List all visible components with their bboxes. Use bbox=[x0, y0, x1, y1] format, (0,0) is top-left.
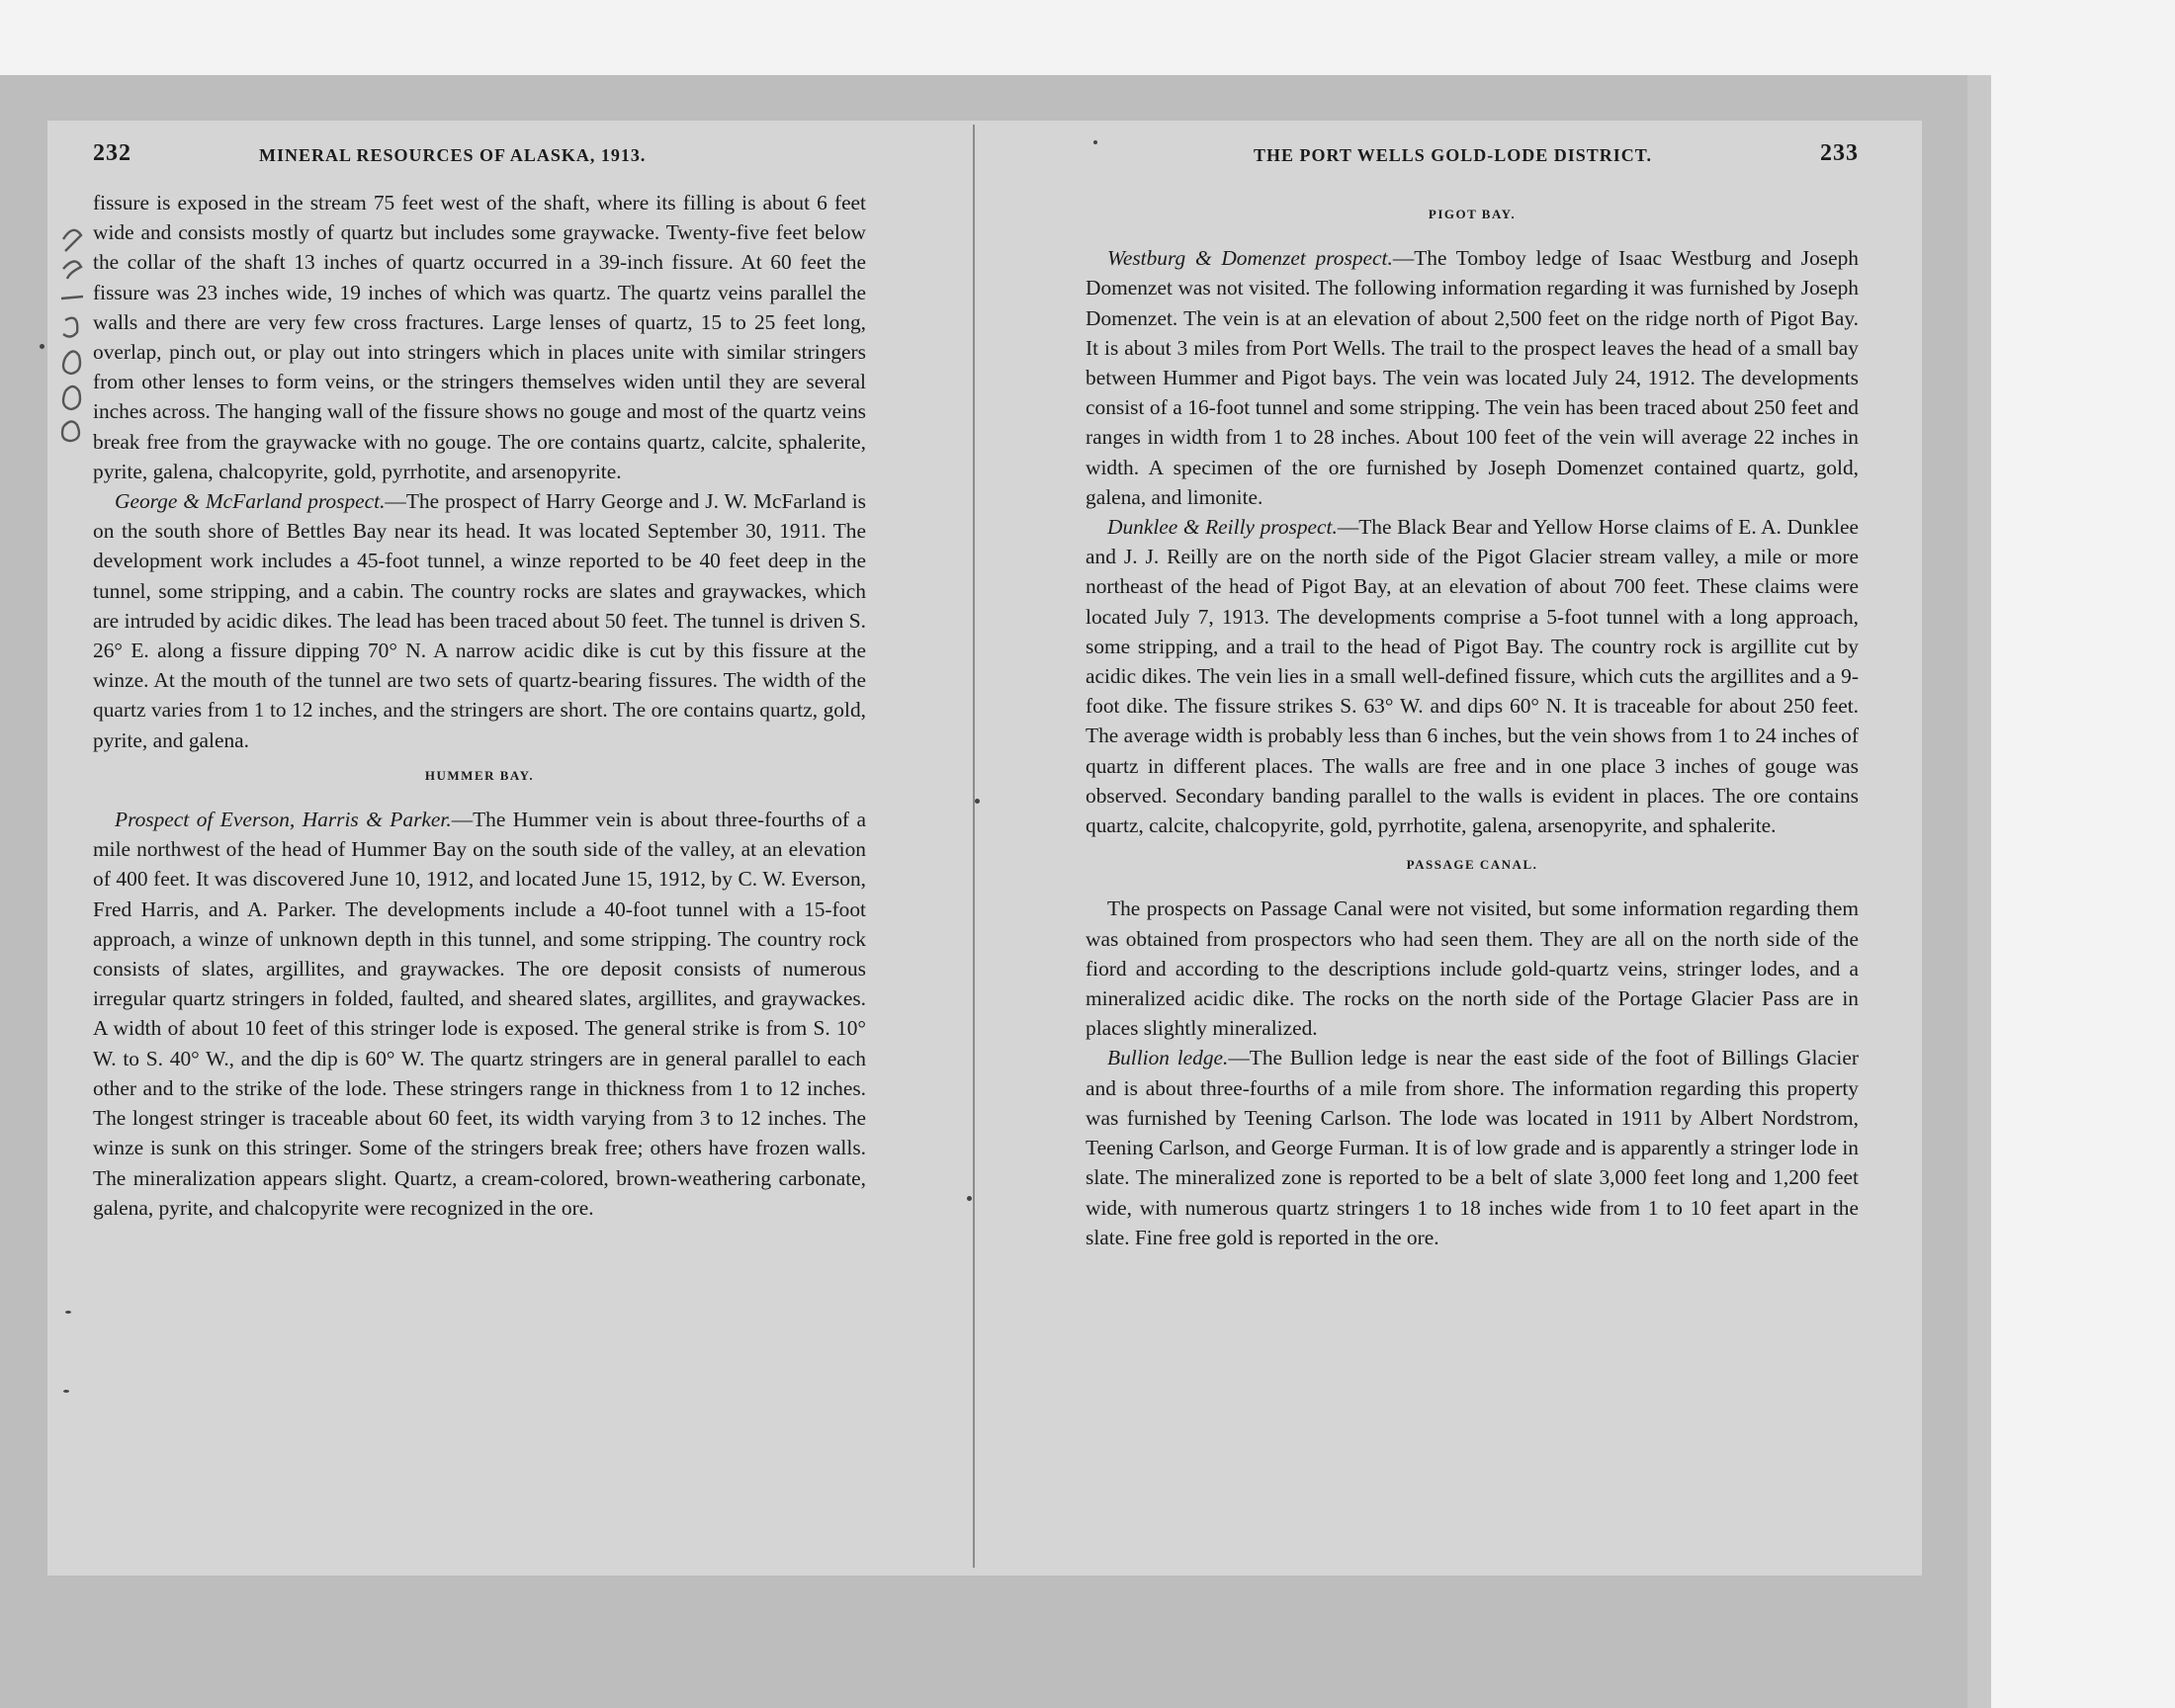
right-page-number: 233 bbox=[1820, 140, 1859, 166]
paragraph-text: The prospects on Passage Canal were not visited, but some information regarding them was obtained from prospectors who had seen them. They are all on the north side of the fiord and according to the descriptions include gold-quartz veins, stringer lodes, and a mineralized acidic dike. The rocks on the north side of the Portage Glacier Pass are in places slightly mineralized. bbox=[1086, 897, 1859, 1041]
paragraph bbox=[1086, 512, 1859, 840]
paragraph-lead: Westburg & Domenzet prospect. bbox=[1107, 246, 1393, 271]
paragraph-lead: Dunklee & Reilly prospect. bbox=[1107, 515, 1338, 540]
right-running-head bbox=[1086, 140, 1859, 176]
right-page-body bbox=[1086, 194, 1859, 1252]
paragraph bbox=[1086, 894, 1859, 1043]
paragraph-text: —The Black Bear and Yellow Horse claims of E. A. Dunklee and J. J. Reilly are on the north side of the Pigot Glacier stream valley, a mile or more northeast of the head of Pigot Bay, at an elevation of about 700 feet. These claims were located July 7, 1913. The developments comprise a 5-foot tunnel with a long approach, some stripping, and a trail to the head of Pigot Bay. The country rock is argillite cut by acidic dikes. The vein lies in a small well-defined fissure, which cuts the argillites and a 9-foot dike. The fissure strikes S. 63° W. and dips 60° N. It is traceable for about 250 feet. The average width is probably less than 6 inches, but the vein shows from 1 to 24 inches of quartz in different places. The walls are free and in one place 3 inches of gouge was observed. Secondary banding parallel to the walls is evident in places. The ore contains quartz, calcite, chalcopyrite, gold, pyrrhotite, galena, arsenopyrite, and sphalerite. bbox=[1086, 515, 1859, 838]
scan-edge bbox=[1967, 75, 1991, 1708]
paragraph bbox=[1086, 243, 1859, 512]
left-page-body bbox=[93, 188, 866, 1223]
scan-speck bbox=[65, 1311, 71, 1314]
paragraph-text: —The Bullion ledge is near the east side of the foot of Billings Glacier and is about three-fourths of a mile from shore. The information regarding this property was furnished by Teening Carlson. The lode was located in 1911 by Albert Nordstrom, Teening Carlson, and George Furman. It is of low grade and is apparently a stringer lode in slate. The mineralized zone is reported to be a belt of slate 3,000 feet long and 1,200 feet wide, with numerous quartz stringers 1 to 18 inches wide from 1 to 10 feet apart in the slate. Fine free gold is reported in the ore. bbox=[1086, 1046, 1859, 1249]
left-running-head bbox=[93, 140, 866, 176]
scan-speck bbox=[975, 799, 980, 804]
scan-speck bbox=[967, 1196, 972, 1201]
paragraph-lead: Prospect of Everson, Harris & Parker. bbox=[115, 808, 452, 832]
paragraph-text: fissure is exposed in the stream 75 feet west of the shaft, where its filling is about 6 feet wide and consists mostly of quartz but includes some graywacke. Twenty-five feet below the collar of the shaft 13 inches of quartz occurred in a 39-inch fissure. At 60 feet the fissure was 23 inches wide, 19 inches of which was quartz. The quartz veins parallel the walls and there are very few cross fractures. Large lenses of quartz, 15 to 25 feet long, overlap, pinch out, or play out into stringers which in places unite with similar stringers from other lenses to form veins, or the stringers themselves widen until they are several inches across. The hanging wall of the fissure shows no gouge and most of the quartz veins break free from the graywacke with no gouge. The ore contains quartz, calcite, sphalerite, pyrite, galena, chalcopyrite, gold, pyrrhotite, and arsenopyrite. bbox=[93, 191, 866, 483]
left-page-number: 232 bbox=[93, 140, 131, 166]
paragraph bbox=[93, 805, 866, 1223]
paragraph bbox=[93, 188, 866, 486]
paragraph-lead: George & McFarland prospect. bbox=[115, 489, 386, 514]
right-running-title: THE PORT WELLS GOLD-LODE DISTRICT. bbox=[1254, 145, 1652, 165]
scan-speck bbox=[63, 1390, 69, 1393]
paragraph-text: —The Tomboy ledge of Isaac Westburg and Joseph Domenzet was not visited. The following information regarding it was furnished by Joseph Domenzet. The vein is at an elevation of about 2,500 feet on the ridge north of Pigot Bay. It is about 3 miles from Port Wells. The trail to the prospect leaves the head of a small bay between Hummer and Pigot bays. The vein was located July 24, 1912. The developments consist of a 16-foot tunnel and some stripping. The vein has been traced about 250 feet and ranges in width from 1 to 28 inches. About 100 feet of the vein will average 22 inches in width. A specimen of the ore furnished by Joseph Domenzet contained quartz, gold, galena, and limonite. bbox=[1086, 246, 1859, 509]
pencil-marks-icon bbox=[55, 217, 89, 445]
paragraph-lead: Bullion ledge. bbox=[1107, 1046, 1229, 1070]
section-heading-passage-canal: PASSAGE CANAL. bbox=[1406, 857, 1538, 873]
left-running-title: MINERAL RESOURCES OF ALASKA, 1913. bbox=[259, 145, 647, 165]
scan-speck bbox=[40, 344, 44, 349]
section-heading-pigot-bay: PIGOT BAY. bbox=[1428, 207, 1517, 221]
book-gutter bbox=[973, 125, 975, 1568]
paragraph bbox=[1086, 1043, 1859, 1251]
paragraph-text: —The prospect of Harry George and J. W. McFarland is on the south shore of Bettles Bay near its head. It was located September 30, 1911. The development work includes a 45-foot tunnel, a winze reported to be 40 feet deep in the tunnel, some stripping, and a cabin. The country rocks are slates and graywackes, which are intruded by acidic dikes. The lead has been traced about 50 feet. The tunnel is driven S. 26° E. along a fissure dipping 70° N. A narrow acidic dike is cut by this fissure at the winze. At the mouth of the tunnel are two sets of quartz-bearing fissures. The width of the quartz varies from 1 to 12 inches, and the stringers are short. The ore contains quartz, gold, pyrite, and galena. bbox=[93, 489, 866, 752]
section-heading-hummer-bay: HUMMER BAY. bbox=[424, 767, 535, 783]
paragraph-text: —The Hummer vein is about three-fourths of a mile northwest of the head of Hummer Bay on the south side of the valley, at an elevation of 400 feet. It was discovered June 10, 1912, and located June 15, 1912, by C. W. Everson, Fred Harris, and A. Parker. The developments include a 40-foot tunnel with a 15-foot approach, a winze of unknown depth in this tunnel, and some stripping. The country rock consists of slates, argillites, and graywackes. The ore deposit consists of numerous irregular quartz stringers in folded, faulted, and sheared slates, argillites, and graywackes. A width of about 10 feet of this stringer lode is exposed. The general strike is from S. 10° W. to S. 40° W., and the dip is 60° W. The quartz stringers are in general parallel to each other and to the strike of the lode. These stringers range in thickness from 1 to 12 inches. The longest stringer is traceable about 60 feet, its width varying from 3 to 12 inches. The winze is sunk on this stringer. Some of the stringers break free; others have frozen walls. The mineralization appears slight. Quartz, a cream-colored, brown-weathering carbonate, galena, pyrite, and chalcopyrite were recognized in the ore. bbox=[93, 808, 866, 1220]
paragraph bbox=[93, 486, 866, 755]
